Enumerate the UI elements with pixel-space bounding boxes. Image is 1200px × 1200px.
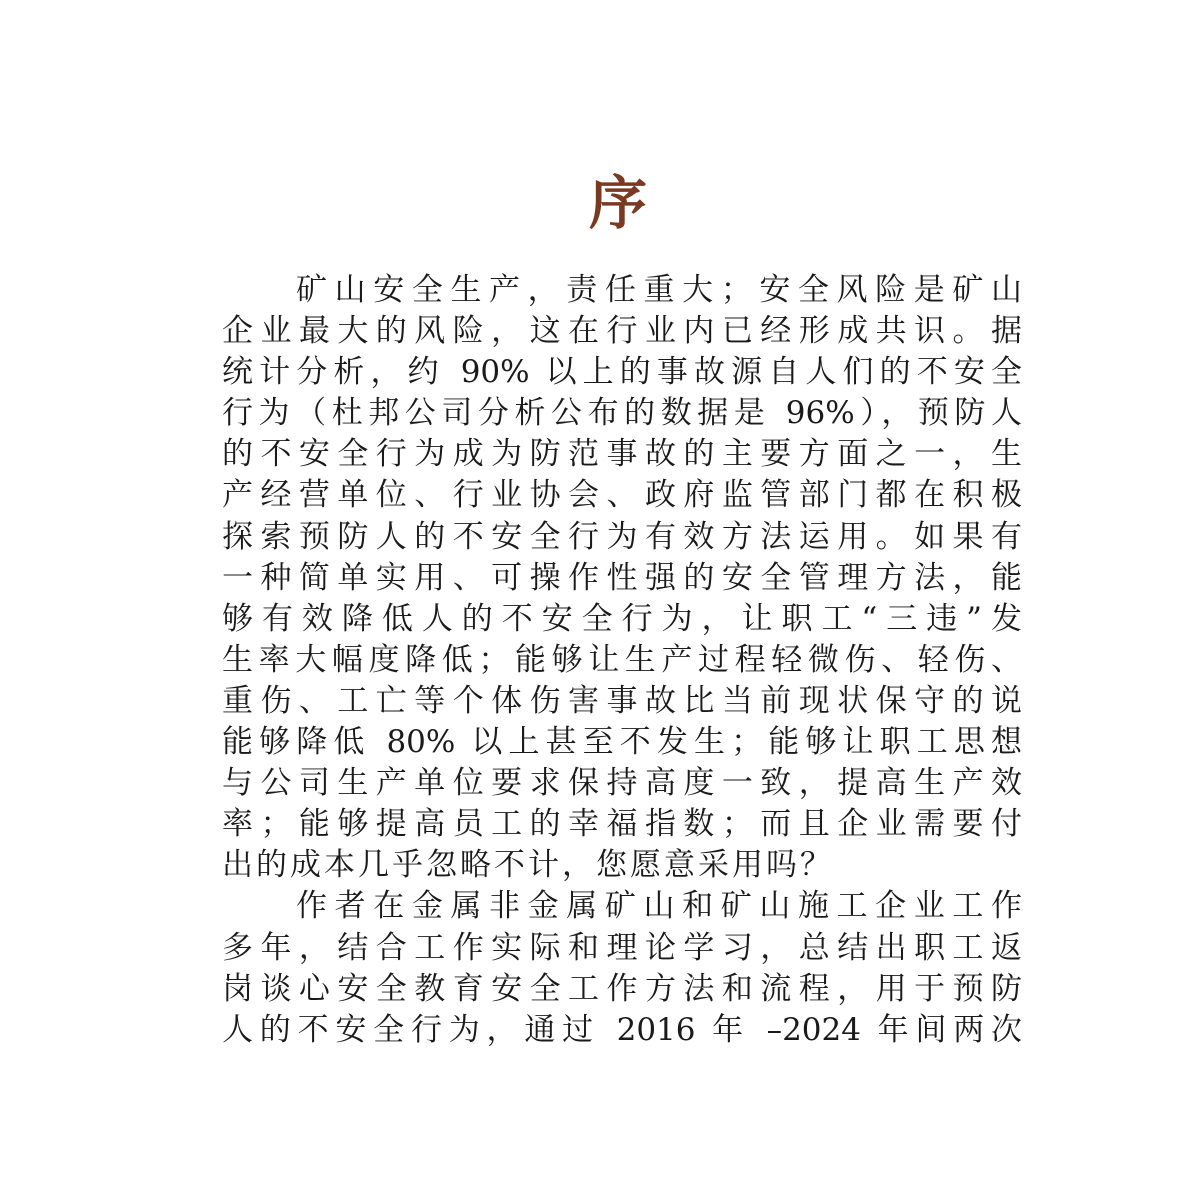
paragraph-2-line-2: 多年，结合工作实际和理论学习，总结出职工返 xyxy=(222,929,1022,966)
paragraph-1-line-3: 统计分析，约 90% 以上的事故源自人们的不安全 xyxy=(222,354,1022,391)
paragraph-1-line-7: 探索预防人的不安全行为有效方法运用。如果有 xyxy=(222,518,1022,555)
paragraph-1-line-10: 生率大幅度降低；能够让生产过程轻微伤、轻伤、 xyxy=(222,641,1022,678)
preface-body xyxy=(222,270,1022,1051)
preface-title: 序 xyxy=(588,169,647,237)
paragraph-1-line-2: 企业最大的风险，这在行业内已经形成共识。据 xyxy=(222,313,1022,350)
paragraph-1-line-14: 率；能够提高员工的幸福指数；而且企业需要付 xyxy=(222,806,1022,843)
paragraph-1-line-9: 够有效降低人的不安全行为，让职工“三违”发 xyxy=(222,600,1022,637)
paragraph-1-line-1: 矿山安全生产，责任重大；安全风险是矿山 xyxy=(296,272,1022,308)
paragraph-2-line-4: 人的不安全行为，通过 2016 年 –2024 年间两次 xyxy=(222,1011,1022,1048)
paragraph-1-line-6: 产经营单位、行业协会、政府监管部门都在积极 xyxy=(222,477,1022,514)
paragraph-2-line-1: 作者在金属非金属矿山和矿山施工企业工作 xyxy=(296,888,1022,925)
paragraph-1-line-4: 行为（杜邦公司分析公布的数据是 96%），预防人 xyxy=(222,395,1022,432)
paragraph-1-line-11: 重伤、工亡等个体伤害事故比当前现状保守的说 xyxy=(222,682,1022,719)
paragraph-1-line-15: 出的成本几乎忽略不计，您愿意采用吗？ xyxy=(222,847,834,884)
paragraph-1-line-12: 能够降低 80% 以上甚至不发生；能够让职工思想 xyxy=(222,724,1022,761)
paragraph-1-line-8: 一种简单实用、可操作性强的安全管理方法，能 xyxy=(222,559,1022,596)
paragraph-1-line-5: 的不安全行为成为防范事故的主要方面之一，生 xyxy=(222,436,1022,473)
paragraph-2-line-3: 岗谈心安全教育安全工作方法和流程，用于预防 xyxy=(222,970,1022,1007)
paragraph-1-line-13: 与公司生产单位要求保持高度一致，提高生产效 xyxy=(222,765,1022,802)
